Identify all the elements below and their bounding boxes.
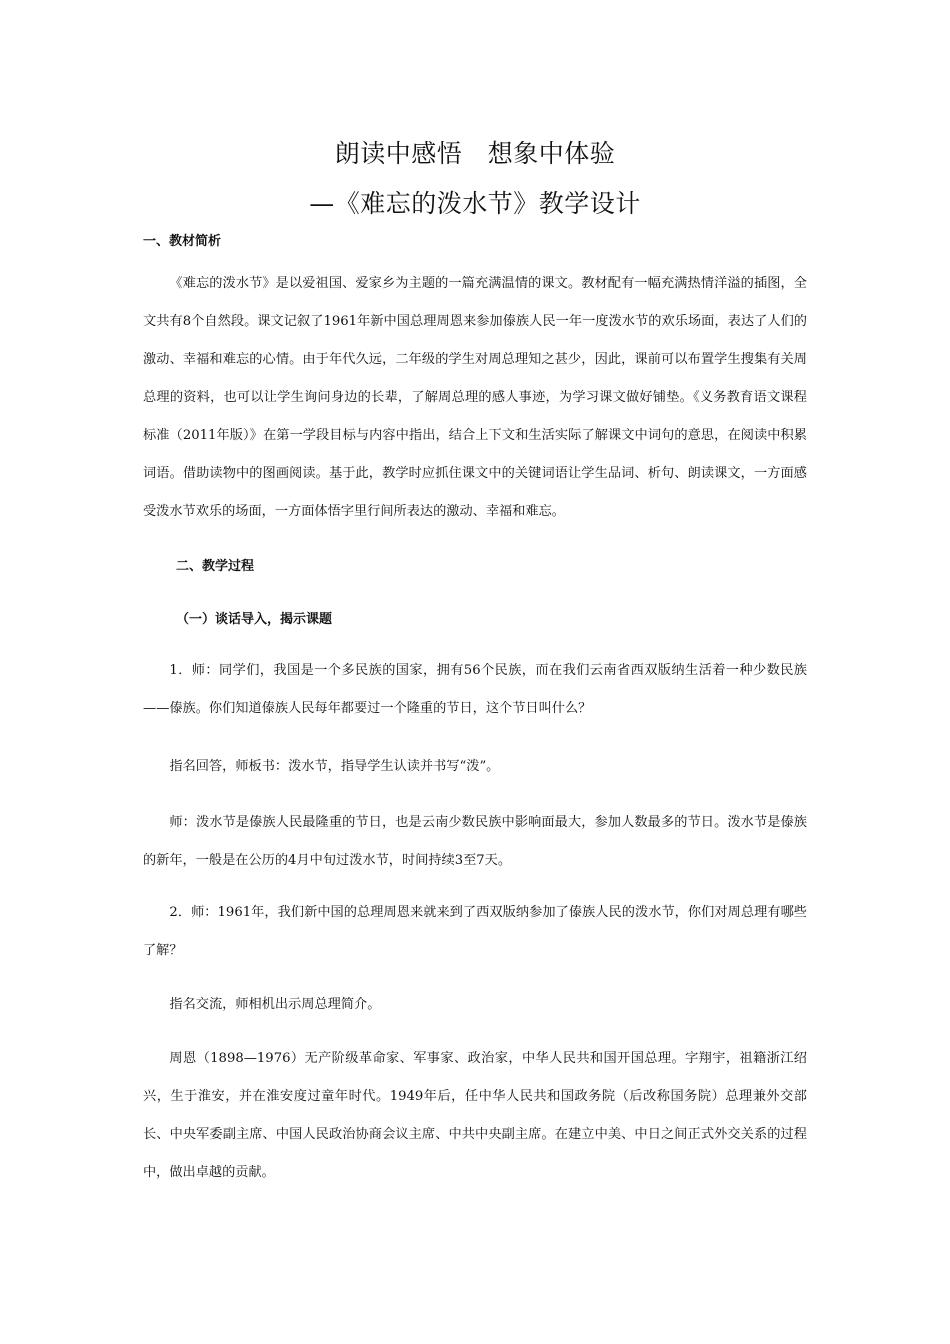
section-heading-teaching-process: 二、教学过程 xyxy=(176,559,255,574)
paragraph-zhou-intro-display: 指名交流，师相机出示周总理简介。 xyxy=(169,997,381,1012)
paragraph-intro-question: 1．师：同学们，我国是一个多民族的国家，拥有56个民族，而在我们云南省西双版纳生活着一种少数民族——傣族。你们知道傣族人民每年都要过一个隆重的节日，这个节日叫什么？ xyxy=(143,663,807,716)
subsection-heading-introduction: （一）谈话导入，揭示课题 xyxy=(176,612,333,627)
paragraph-festival-explanation: 师：泼水节是傣族人民最隆重的节日，也是云南少数民族中影响面最大，参加人数最多的节日。泼水节是傣族的新年，一般是在公历的4月中旬过泼水节，时间持续3至7天。 xyxy=(143,815,807,868)
paragraph-zhou-biography: 周恩（1898—1976）无产阶级革命家、军事家、政治家，中华人民共和国开国总理。字翔宇，祖籍浙江绍兴，生于淮安，并在淮安度过童年时代。1949年后，任中华人民共和国政务院（后改称国务院）总理兼外交部长、中央军委副主席、中国人民政治协商会议主席、中共中央副主席。在建立中美、中日之间正式外交关系的过程中，做出卓越的贡献。 xyxy=(143,1051,807,1180)
textbook-analysis-paragraph: 《难忘的泼水节》是以爱祖国、爱家乡为主题的一篇充满温情的课文。教材配有一幅充满热情洋溢的插图，全文共有8个自然段。课文记叙了1961年新中国总理周恩来参加傣族人民一年一度泼水节的欢乐场面，表达了人们的激动、幸福和难忘的心情。由于年代久远，二年级的学生对周总理知之甚少，因此，课前可以布置学生搜集有关周总理的资料，也可以让学生询问身边的长辈，了解周总理的感人事迹，为学习课文做好铺垫。《义务教育语文课程标准（2011年版）》在第一学段目标与内容中指出，结合上下文和生活实际了解课文中词句的意思，在阅读中积累词语。借助读物中的图画阅读。基于此，教学时应抓住课文中的关键词语让学生品词、析句、朗读课文，一方面感受泼水节欢乐的场面，一方面体悟字里行间所表达的激动、幸福和难忘。 xyxy=(143,276,807,519)
section-heading-textbook-analysis: 一、教材简析 xyxy=(143,234,222,249)
paragraph-answer-blackboard: 指名回答，师板书：泼水节，指导学生认读并书写“泼”。 xyxy=(169,759,500,774)
document-title-line-1: 朗读中感悟 想象中体验 xyxy=(334,139,616,168)
document-title-line-2: —《难忘的泼水节》教学设计 xyxy=(309,189,641,218)
paragraph-zhou-question: 2．师：1961年，我们新中国的总理周恩来就来到了西双版纳参加了傣族人民的泼水节，你们对周总理有哪些了解？ xyxy=(143,905,807,958)
